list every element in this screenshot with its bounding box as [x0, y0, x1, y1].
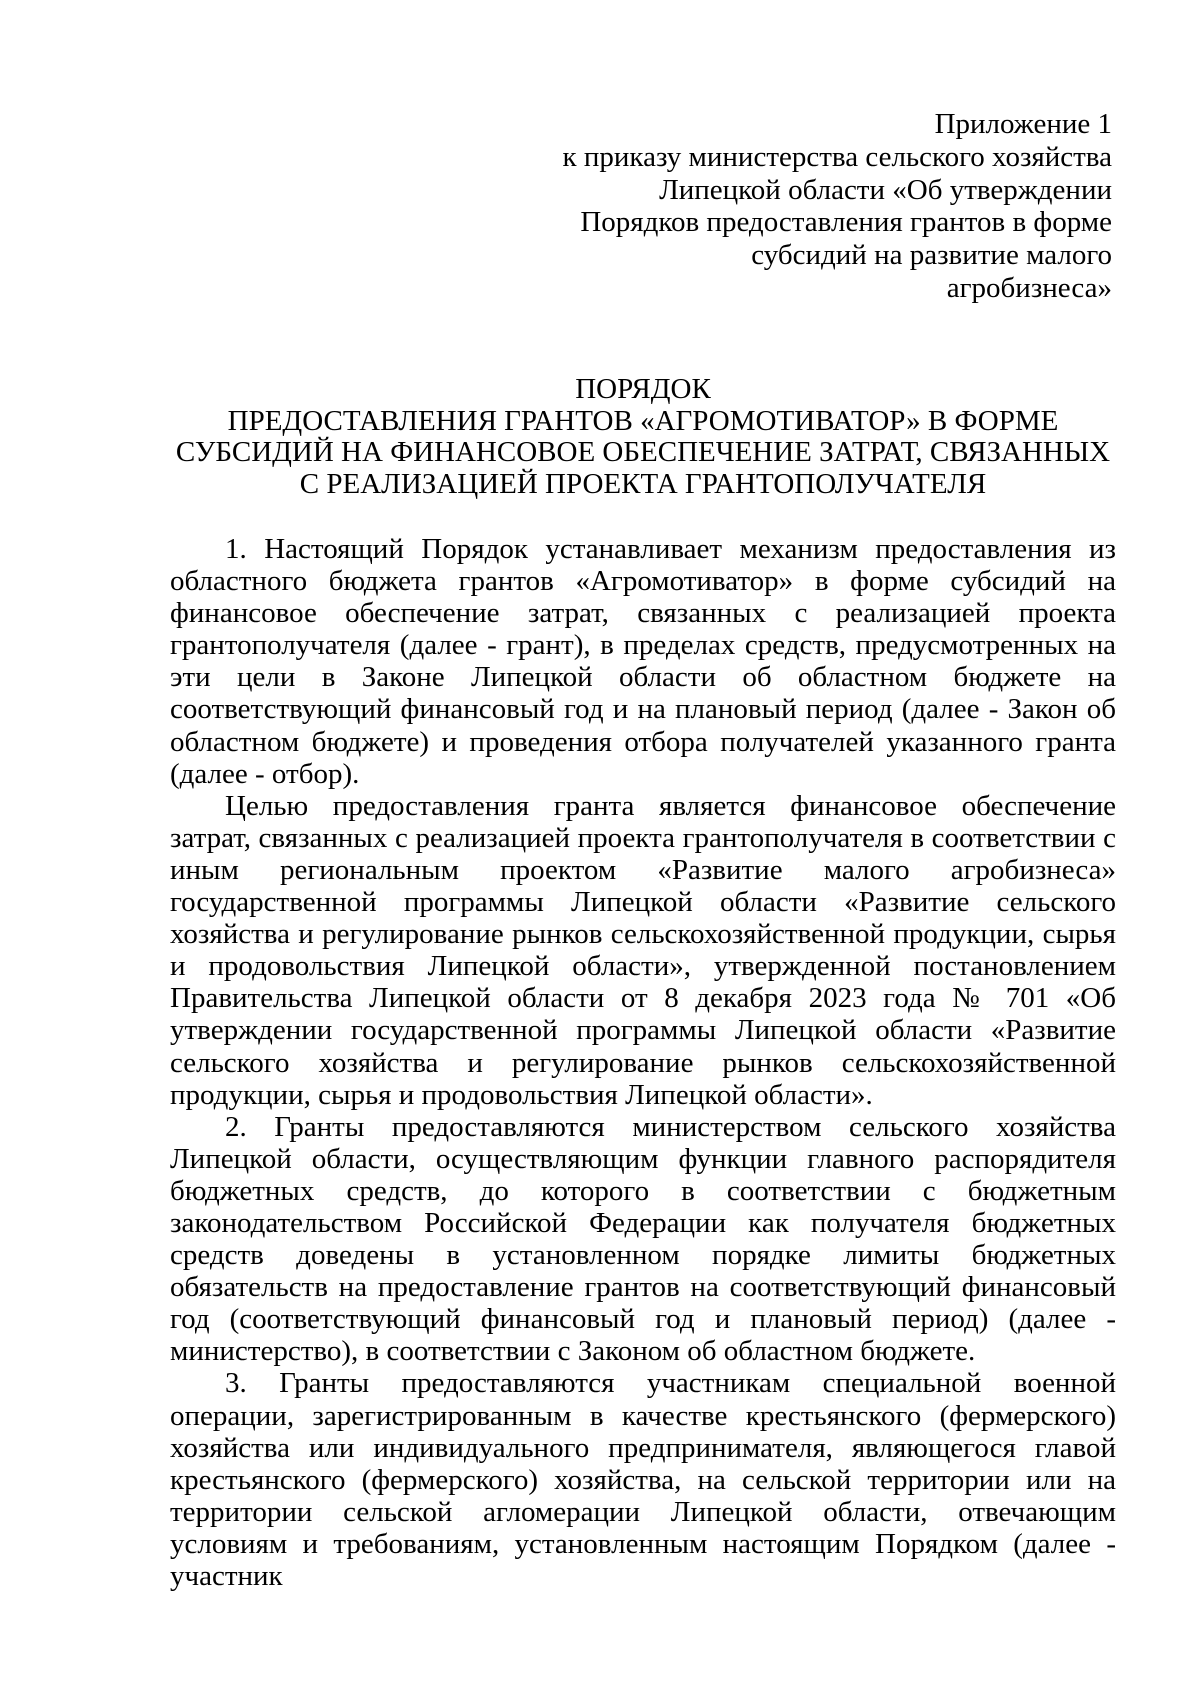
appendix-line: субсидий на развитие малого [751, 239, 1112, 272]
title-line: ПОРЯДОК [575, 373, 711, 405]
title-line: СУБСИДИЙ НА ФИНАНСОВОЕ ОБЕСПЕЧЕНИЕ ЗАТРАТ, СВЯЗАННЫХ [175, 436, 1111, 468]
appendix-line: к приказу министерства сельского хозяйства [562, 140, 1112, 173]
document-body [170, 533, 1116, 1592]
paragraph-2: 2. Гранты предоставляются министерством сельского хозяйства Липецкой области, осуществляющим функции главного распорядителя бюджетных средств, до которого в соответствии с бюджетным законодательством Российской Федерации как получателя бюджетных средств доведены в установленном порядке лимиты бюджетных обязательств на предоставление грантов на соответствующий финансовый год (соответствующий финансовый год и плановый период) (далее - министерство), в соответствии с Законом об областном бюджете. [170, 1110, 1116, 1368]
title-line: ПРЕДОСТАВЛЕНИЯ ГРАНТОВ «АГРОМОТИВАТОР» В ФОРМЕ [227, 404, 1059, 437]
appendix-line: агробизнеса» [946, 271, 1112, 304]
appendix-line: Приложение 1 [934, 108, 1112, 140]
appendix-reference [563, 108, 1112, 305]
paragraph-1: 1. Настоящий Порядок устанавливает механизм предоставления из областного бюджета грантов «Агромотиватор» в форме субсидий на финансовое обеспечение затрат, связанных с реализацией проекта грантополучателя (далее - грант), в пределах средств, предусмотренных на эти цели в Законе Липецкой области об областном бюджете на соответствующий финансовый год и на плановый период (далее - Закон об областном бюджете) и проведения отбора получателей указанного гранта (далее - отбор). [170, 533, 1116, 790]
appendix-line: Порядков предоставления грантов в форме [580, 206, 1112, 239]
document-title [170, 374, 1116, 500]
title-line: С РЕАЛИЗАЦИЕЙ ПРОЕКТА ГРАНТОПОЛУЧАТЕЛЯ [299, 467, 987, 500]
paragraph-goal: Целью предоставления гранта является финансовое обеспечение затрат, связанных с реализацией проекта грантополучателя в соответствии с иным региональным проектом «Развитие малого агробизнеса» государственной программы Липецкой области «Развитие сельского хозяйства и регулирование рынков сельскохозяйственной продукции, сырья и продовольствия Липецкой области», утвержденной постановлением Правительства Липецкой области от 8 декабря 2023 года № 701 «Об утверждении государственной программы Липецкой области «Развитие сельского хозяйства и регулирование рынков сельскохозяйственной продукции, сырья и продовольствия Липецкой области». [170, 789, 1116, 1111]
paragraph-3: 3. Гранты предоставляются участникам специальной военной операции, зарегистрированным в качестве крестьянского (фермерского) хозяйства или индивидуального предпринимателя, являющегося главой крестьянского (фермерского) хозяйства, на сельской территории или на территории сельской агломерации Липецкой области, отвечающим условиям и требованиям, установленным настоящим Порядком (далее - участник [170, 1367, 1116, 1592]
appendix-line: Липецкой области «Об утверждении [659, 173, 1112, 206]
